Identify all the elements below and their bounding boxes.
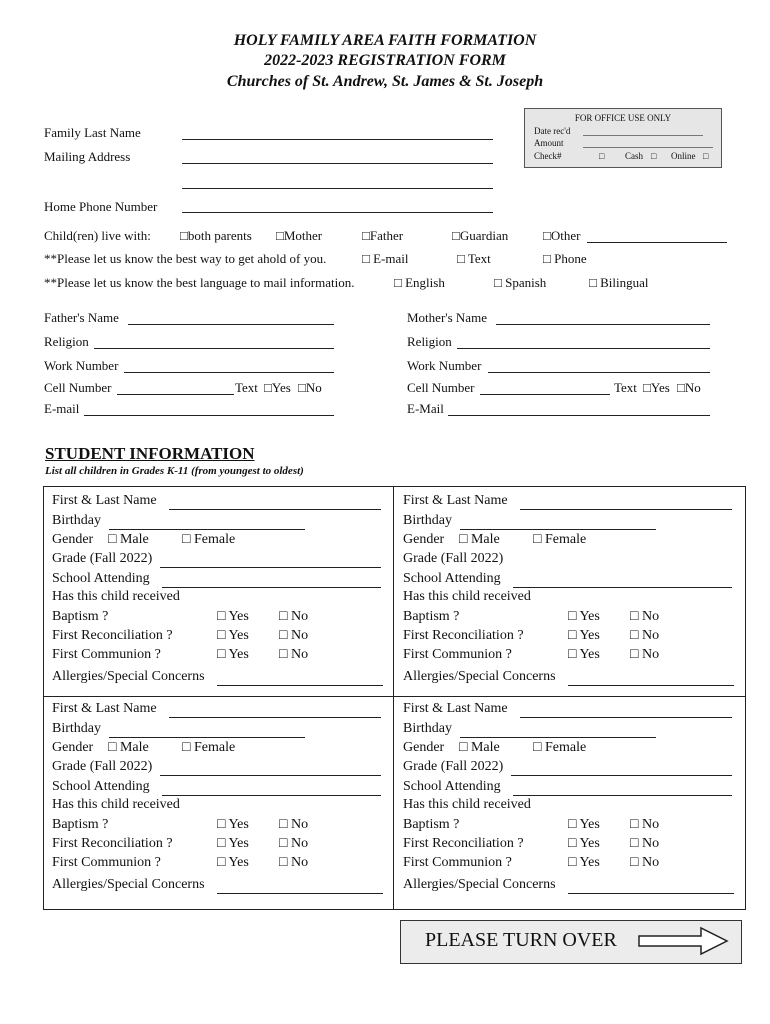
office-title: FOR OFFICE USE ONLY xyxy=(574,113,672,123)
student-school-label: School Attending xyxy=(52,571,150,586)
allergies-field[interactable] xyxy=(217,893,383,894)
allergies-label: Allergies/Special Concerns xyxy=(403,669,556,684)
student-birthday-label: Birthday xyxy=(52,721,101,736)
reconciliation-yes[interactable]: □ Yes xyxy=(568,628,600,643)
family-last-name-label: Family Last Name xyxy=(44,125,141,140)
baptism-no[interactable]: □ No xyxy=(279,609,309,624)
baptism-row: Baptism ? xyxy=(403,817,460,832)
student-name-label: First & Last Name xyxy=(403,701,508,716)
reconciliation-row: First Reconciliation ? xyxy=(403,836,524,851)
live-other-option[interactable]: □Other xyxy=(543,228,581,243)
student-info-heading: STUDENT INFORMATION xyxy=(45,444,255,463)
student-gender-row: Gender □ Male □ Female xyxy=(52,532,236,547)
student-school-label: School Attending xyxy=(403,779,501,794)
student-name-field[interactable] xyxy=(520,509,732,510)
student-name-label: First & Last Name xyxy=(52,701,157,716)
student-birthday-field[interactable] xyxy=(460,529,656,530)
student-grade-label: Grade (Fall 2022) xyxy=(403,551,504,566)
baptism-no[interactable]: □ No xyxy=(279,817,309,832)
language-english-option[interactable]: □ English xyxy=(394,275,445,290)
home-phone-field[interactable] xyxy=(182,212,493,213)
student-school-field[interactable] xyxy=(162,587,381,588)
mailing-address-label: Mailing Address xyxy=(44,149,131,164)
student-name-label: First & Last Name xyxy=(403,493,508,508)
communion-yes[interactable]: □ Yes xyxy=(217,647,249,662)
date-received-line[interactable] xyxy=(583,135,703,136)
language-prompt: **Please let us know the best language to mail information. xyxy=(44,275,355,290)
student-card-1 xyxy=(43,489,393,696)
student-grade-label: Grade (Fall 2022) xyxy=(52,551,153,566)
student-grade-label: Grade (Fall 2022) xyxy=(52,759,153,774)
student-received-label: Has this child received xyxy=(403,797,531,812)
baptism-no[interactable]: □ No xyxy=(630,609,660,624)
student-received-label: Has this child received xyxy=(403,589,531,604)
reconciliation-row: First Reconciliation ? xyxy=(403,628,524,643)
amount-line[interactable] xyxy=(583,147,713,148)
female-option[interactable]: □ Female xyxy=(182,532,236,547)
communion-yes[interactable]: □ Yes xyxy=(217,855,249,870)
father-name-field[interactable] xyxy=(128,324,334,325)
communion-no[interactable]: □ No xyxy=(279,855,309,870)
student-birthday-field[interactable] xyxy=(109,529,305,530)
live-other-field[interactable] xyxy=(587,242,727,243)
student-school-label: School Attending xyxy=(403,571,501,586)
baptism-yes[interactable]: □ Yes xyxy=(568,609,600,624)
father-text-yes[interactable]: □Yes xyxy=(264,380,291,395)
mother-text-yes[interactable]: □Yes xyxy=(643,380,670,395)
mother-religion-field[interactable] xyxy=(457,348,710,349)
allergies-label: Allergies/Special Concerns xyxy=(52,877,205,892)
female-option[interactable]: □ Female xyxy=(533,532,587,547)
check-checkbox[interactable]: □ xyxy=(599,151,605,161)
student-name-field[interactable] xyxy=(169,717,381,718)
student-card-2 xyxy=(394,489,744,696)
student-birthday-label: Birthday xyxy=(403,721,452,736)
father-email-field[interactable] xyxy=(84,415,334,416)
live-guardian-option[interactable]: □Guardian xyxy=(452,228,509,243)
online-checkbox[interactable]: □ xyxy=(703,151,709,161)
male-option[interactable]: □ Male xyxy=(108,740,149,755)
reconciliation-row: First Reconciliation ? xyxy=(52,836,173,851)
mother-cell-field[interactable] xyxy=(480,394,610,395)
student-school-field[interactable] xyxy=(162,795,381,796)
student-gender-row: Gender □ Male □ Female xyxy=(403,740,587,755)
live-both-parents-option[interactable]: □both parents xyxy=(180,228,252,243)
communion-no[interactable]: □ No xyxy=(630,647,660,662)
online-label: Online xyxy=(671,151,696,161)
language-spanish-option[interactable]: □ Spanish xyxy=(494,275,547,290)
father-email-label: E-mail xyxy=(44,401,80,416)
student-info-subheading: List all children in Grades K-11 (from youngest to oldest) xyxy=(45,465,304,477)
student-school-field[interactable] xyxy=(513,795,732,796)
contact-prompt: **Please let us know the best way to get ahold of you. xyxy=(44,251,327,266)
communion-row: First Communion ? xyxy=(403,855,512,870)
reconciliation-no[interactable]: □ No xyxy=(279,628,309,643)
student-birthday-label: Birthday xyxy=(52,513,101,528)
father-text-label: Text xyxy=(235,380,258,395)
baptism-yes[interactable]: □ Yes xyxy=(568,817,600,832)
allergies-label: Allergies/Special Concerns xyxy=(52,669,205,684)
student-gender-row: Gender □ Male □ Female xyxy=(403,532,587,547)
male-option[interactable]: □ Male xyxy=(459,532,500,547)
student-birthday-field[interactable] xyxy=(109,737,305,738)
student-card-4 xyxy=(394,697,744,904)
father-name-label: Father's Name xyxy=(44,310,119,325)
live-father-option[interactable]: □Father xyxy=(362,228,404,243)
father-text-no[interactable]: □No xyxy=(298,380,322,395)
male-option[interactable]: □ Male xyxy=(108,532,149,547)
reconciliation-yes[interactable]: □ Yes xyxy=(217,836,249,851)
reconciliation-no[interactable]: □ No xyxy=(630,628,660,643)
female-option[interactable]: □ Female xyxy=(533,740,587,755)
mother-religion-label: Religion xyxy=(407,334,452,349)
communion-row: First Communion ? xyxy=(52,647,161,662)
student-school-label: School Attending xyxy=(52,779,150,794)
male-option[interactable]: □ Male xyxy=(459,740,500,755)
baptism-no[interactable]: □ No xyxy=(630,817,660,832)
communion-no[interactable]: □ No xyxy=(279,647,309,662)
student-grade-field[interactable] xyxy=(511,775,732,776)
office-use-box xyxy=(524,108,722,168)
form-subtitle: 2022-2023 REGISTRATION FORM xyxy=(264,52,506,69)
reconciliation-no[interactable]: □ No xyxy=(279,836,309,851)
contact-phone-option[interactable]: □ Phone xyxy=(543,251,587,266)
live-with-label: Child(ren) live with: xyxy=(44,228,151,243)
allergies-field[interactable] xyxy=(217,685,383,686)
form-title: HOLY FAMILY AREA FAITH FORMATION xyxy=(233,32,537,49)
mother-name-field[interactable] xyxy=(496,324,710,325)
reconciliation-yes[interactable]: □ Yes xyxy=(217,628,249,643)
mother-email-label: E-Mail xyxy=(407,401,444,416)
father-work-label: Work Number xyxy=(44,358,119,373)
baptism-row: Baptism ? xyxy=(52,609,109,624)
baptism-row: Baptism ? xyxy=(403,609,460,624)
baptism-row: Baptism ? xyxy=(52,817,109,832)
parish-names: Churches of St. Andrew, St. James & St. Joseph xyxy=(226,73,544,90)
communion-no[interactable]: □ No xyxy=(630,855,660,870)
allergies-label: Allergies/Special Concerns xyxy=(403,877,556,892)
father-religion-label: Religion xyxy=(44,334,89,349)
allergies-field[interactable] xyxy=(568,893,734,894)
student-name-field[interactable] xyxy=(169,509,381,510)
arrow-right-icon xyxy=(637,925,731,957)
mother-text-no[interactable]: □No xyxy=(677,380,701,395)
contact-email-option[interactable]: □ E-mail xyxy=(362,251,409,266)
reconciliation-yes[interactable]: □ Yes xyxy=(568,836,600,851)
student-name-label: First & Last Name xyxy=(52,493,157,508)
mother-text-label: Text xyxy=(614,380,637,395)
contact-text-option[interactable]: □ Text xyxy=(457,251,491,266)
reconciliation-no[interactable]: □ No xyxy=(630,836,660,851)
turn-over-box xyxy=(400,920,742,964)
communion-yes[interactable]: □ Yes xyxy=(568,647,600,662)
father-cell-field[interactable] xyxy=(117,394,234,395)
communion-row: First Communion ? xyxy=(403,647,512,662)
student-birthday-label: Birthday xyxy=(403,513,452,528)
father-religion-field[interactable] xyxy=(94,348,334,349)
live-mother-option[interactable]: □Mother xyxy=(276,228,323,243)
student-name-field[interactable] xyxy=(520,717,732,718)
father-cell-label: Cell Number xyxy=(44,380,112,395)
date-received-label: Date rec'd xyxy=(534,126,571,136)
communion-yes[interactable]: □ Yes xyxy=(568,855,600,870)
mailing-address-field-2[interactable] xyxy=(182,188,493,189)
mother-email-field[interactable] xyxy=(448,415,710,416)
check-number-label: Check# xyxy=(534,151,562,161)
home-phone-label: Home Phone Number xyxy=(44,199,158,214)
father-work-field[interactable] xyxy=(124,372,334,373)
allergies-field[interactable] xyxy=(568,685,734,686)
mother-work-label: Work Number xyxy=(407,358,482,373)
student-grade-field[interactable] xyxy=(160,567,381,568)
student-gender-row: Gender □ Male □ Female xyxy=(52,740,236,755)
student-received-label: Has this child received xyxy=(52,589,180,604)
student-received-label: Has this child received xyxy=(52,797,180,812)
student-grade-field[interactable] xyxy=(160,775,381,776)
student-school-field[interactable] xyxy=(513,587,732,588)
cash-label: Cash xyxy=(625,151,643,161)
reconciliation-row: First Reconciliation ? xyxy=(52,628,173,643)
mother-name-label: Mother's Name xyxy=(407,310,487,325)
mother-cell-label: Cell Number xyxy=(407,380,475,395)
turn-over-text: PLEASE TURN OVER xyxy=(425,929,617,951)
student-grade-label: Grade (Fall 2022) xyxy=(403,759,504,774)
cash-checkbox[interactable]: □ xyxy=(651,151,657,161)
baptism-yes[interactable]: □ Yes xyxy=(217,817,249,832)
family-last-name-field[interactable] xyxy=(182,139,493,140)
student-card-3 xyxy=(43,697,393,904)
amount-label: Amount xyxy=(534,138,564,148)
mother-work-field[interactable] xyxy=(488,372,710,373)
mailing-address-field[interactable] xyxy=(182,163,493,164)
female-option[interactable]: □ Female xyxy=(182,740,236,755)
student-birthday-field[interactable] xyxy=(460,737,656,738)
language-bilingual-option[interactable]: □ Bilingual xyxy=(589,275,649,290)
communion-row: First Communion ? xyxy=(52,855,161,870)
baptism-yes[interactable]: □ Yes xyxy=(217,609,249,624)
